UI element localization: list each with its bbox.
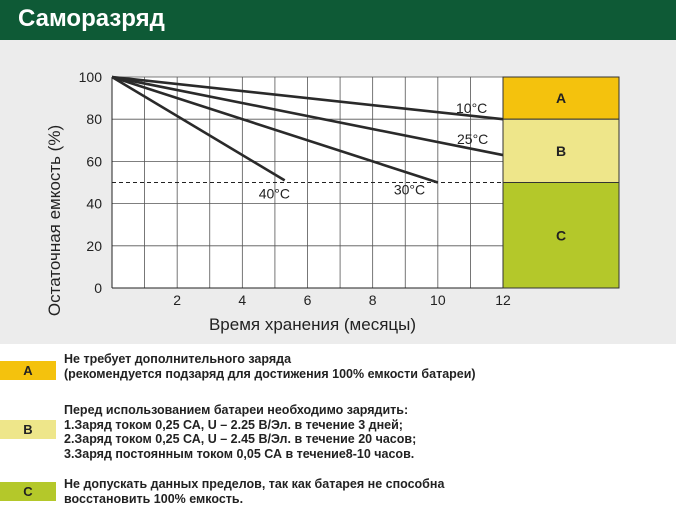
page-title: Саморазряд (18, 5, 165, 32)
x-tick-label: 2 (173, 292, 182, 308)
x-tick-label: 6 (303, 292, 312, 308)
y-axis-title: Остаточная емкость (%) (45, 124, 64, 317)
y-tick-label: 80 (86, 111, 102, 128)
x-tick-label: 12 (495, 292, 511, 308)
y-tick-label: 0 (94, 280, 102, 296)
x-tick-label: 8 (368, 292, 377, 308)
legend-text-c (64, 477, 444, 506)
legend-line: Не допускать данных пределов, так как батарея не способна (64, 477, 445, 491)
zone-label-a: A (555, 90, 567, 107)
y-tick-label: 40 (86, 195, 102, 212)
legend-text-b (64, 403, 416, 461)
legend-swatch-b: B (0, 420, 56, 439)
legend-swatch-a: A (0, 361, 56, 380)
series-label: 25°C (457, 131, 489, 148)
series-label: 40°C (258, 185, 290, 202)
y-tick-label: 60 (86, 153, 102, 170)
x-tick-label: 4 (238, 292, 247, 308)
legend-line: Перед использованием батареи необходимо зарядить: (64, 403, 409, 417)
legend-line: 3.Заряд постоянным током 0,05 СА в течение8-10 часов. (64, 446, 415, 461)
x-tick-label: 10 (430, 292, 446, 308)
legend-line: 1.Заряд током 0,25 СА, U – 2.25 В/Эл. в течение 3 дней; (64, 417, 403, 432)
legend-line: восстановить 100% емкость. (64, 491, 244, 506)
legend-text-a (64, 352, 476, 381)
y-tick-label: 100 (78, 69, 102, 85)
self-discharge-chart (0, 40, 676, 344)
x-axis-title: Время хранения (месяцы) (208, 315, 417, 334)
zone-label-b: B (555, 142, 567, 159)
y-tick-label: 20 (86, 237, 102, 254)
legend-line: Не требует дополнительного заряда (64, 352, 292, 366)
legend-swatch-c: C (0, 482, 56, 501)
zone-label-c: C (555, 227, 567, 244)
legend-line: (рекомендуется подзаряд для достижения 100% емкости батареи) (64, 366, 476, 381)
legend-line: 2.Заряд током 0,25 СА, U – 2.45 В/Эл. в течение 20 часов; (64, 432, 417, 446)
series-label: 30°C (393, 181, 426, 198)
series-label: 10°C (456, 100, 488, 117)
